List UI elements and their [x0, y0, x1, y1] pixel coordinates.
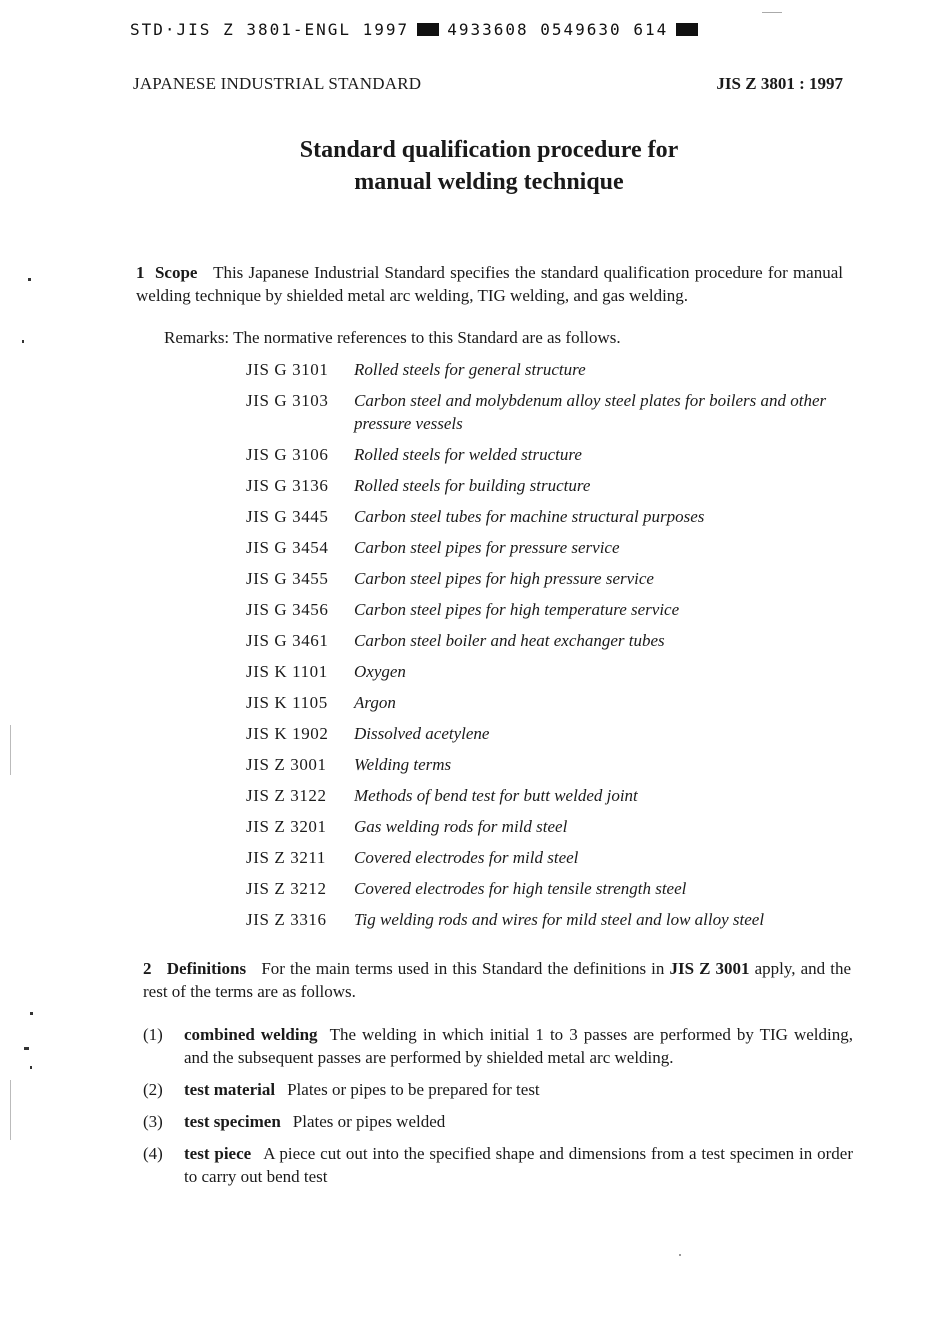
- definitions-number: 2: [143, 959, 152, 978]
- reference-title: Rolled steels for welded structure: [354, 445, 582, 464]
- reference-row: [246, 660, 856, 683]
- definition-text: The welding in which initial 1 to 3 passes are performed by TIG welding, and the subsequent passes are performed by shielded metal arc welding.: [184, 1025, 853, 1067]
- scope-section: [136, 261, 843, 307]
- reference-code: JIS G 3106: [246, 445, 329, 464]
- reference-title: Oxygen: [354, 662, 406, 681]
- scan-speck: [24, 1047, 29, 1050]
- reference-row: [246, 389, 856, 435]
- reference-title: Covered electrodes for high tensile strength steel: [354, 879, 687, 898]
- header-standard-number: JIS Z 3801 : 1997: [716, 74, 843, 93]
- title-line-1: Standard qualification procedure for: [299, 137, 679, 163]
- definition-body: [184, 1142, 853, 1188]
- reference-title: Rolled steels for building structure: [354, 476, 591, 495]
- reference-title: Carbon steel pipes for high pressure service: [354, 569, 654, 588]
- reference-title: Carbon steel pipes for high temperature service: [354, 600, 680, 619]
- reference-title: Carbon steel tubes for machine structural purposes: [354, 507, 705, 526]
- scan-speck: [30, 1066, 32, 1069]
- reference-code: JIS Z 3122: [246, 786, 327, 805]
- definition-term: test material: [184, 1080, 276, 1099]
- reference-row: [246, 536, 856, 559]
- definitions-list: [143, 1023, 853, 1197]
- definition-item: [143, 1142, 853, 1188]
- definition-term: test specimen: [184, 1112, 281, 1131]
- definitions-heading: Definitions: [166, 959, 247, 978]
- reference-title: Carbon steel boiler and heat exchanger tubes: [354, 631, 665, 650]
- reference-row: [246, 846, 856, 869]
- reference-title: Methods of bend test for butt welded joint: [354, 786, 638, 805]
- scan-speck: [28, 278, 31, 281]
- scan-margin-line: [10, 1080, 11, 1140]
- reference-row: [246, 753, 856, 776]
- scan-speck: [679, 1254, 681, 1256]
- page-title: [0, 134, 950, 198]
- definition-body: [184, 1110, 853, 1133]
- reference-code: JIS K 1902: [246, 724, 329, 743]
- normative-references-list: [246, 358, 856, 939]
- reference-code: JIS G 3101: [246, 360, 329, 379]
- reference-code: JIS G 3455: [246, 569, 329, 588]
- reference-title: Argon: [354, 693, 396, 712]
- reference-code: JIS Z 3316: [246, 910, 327, 929]
- scope-number: 1: [136, 263, 145, 282]
- stamp-block-mark: [417, 23, 439, 36]
- reference-row: [246, 722, 856, 745]
- scan-margin-line: [10, 725, 11, 775]
- scan-speck: [22, 340, 24, 343]
- reference-title: Rolled steels for general structure: [354, 360, 586, 379]
- reference-row: [246, 691, 856, 714]
- reference-code: JIS K 1101: [246, 662, 328, 681]
- title-line-2: manual welding technique: [354, 169, 624, 195]
- definition-body: [184, 1023, 853, 1069]
- document-stamp: [130, 20, 706, 39]
- scope-heading: Scope: [154, 263, 198, 282]
- reference-row: [246, 358, 856, 381]
- stamp-number: 4933608 0549630 614: [447, 20, 669, 39]
- definition-text: Plates or pipes welded: [292, 1112, 446, 1131]
- reference-title: Gas welding rods for mild steel: [354, 817, 568, 836]
- reference-code: JIS G 3136: [246, 476, 329, 495]
- reference-row: [246, 908, 856, 931]
- definition-item: [143, 1078, 853, 1101]
- reference-code: JIS Z 3001: [246, 755, 327, 774]
- definition-number: (4): [143, 1144, 163, 1163]
- reference-title: Carbon steel pipes for pressure service: [354, 538, 620, 557]
- reference-code: JIS Z 3212: [246, 879, 327, 898]
- reference-code: JIS G 3454: [246, 538, 329, 557]
- reference-title: Carbon steel and molybdenum alloy steel plates for boilers and other pressure vessels: [354, 391, 827, 433]
- header-standard-label: JAPANESE INDUSTRIAL STANDARD: [133, 74, 422, 93]
- definitions-section: [143, 957, 851, 1003]
- stamp-code: STD·JIS Z 3801-ENGL 1997: [130, 20, 410, 39]
- definitions-reference: JIS Z 3001: [669, 959, 750, 978]
- scope-text: This Japanese Industrial Standard specifies the standard qualification procedure for manual welding technique by shielded metal arc welding, TIG welding, and gas welding.: [136, 263, 843, 305]
- remarks-text: The normative references to this Standard are as follows.: [233, 328, 621, 347]
- definition-number: (1): [143, 1025, 163, 1044]
- definition-number: (2): [143, 1080, 163, 1099]
- reference-code: JIS G 3461: [246, 631, 329, 650]
- remarks: [164, 328, 621, 348]
- reference-row: [246, 474, 856, 497]
- reference-title: Covered electrodes for mild steel: [354, 848, 579, 867]
- reference-row: [246, 443, 856, 466]
- definition-text: Plates or pipes to be prepared for test: [287, 1080, 540, 1099]
- definitions-text-before: For the main terms used in this Standard the definitions in: [261, 959, 665, 978]
- scan-speck: [30, 1012, 33, 1015]
- scan-top-line: [762, 12, 782, 13]
- reference-code: JIS G 3456: [246, 600, 329, 619]
- reference-row: [246, 784, 856, 807]
- definition-body: [184, 1078, 853, 1101]
- definitions-text-after: apply, and the rest of the terms are as follows.: [143, 959, 852, 1001]
- reference-row: [246, 629, 856, 652]
- reference-row: [246, 815, 856, 838]
- reference-title: Welding terms: [354, 755, 452, 774]
- reference-code: JIS G 3445: [246, 507, 329, 526]
- stamp-block-mark-end: [676, 23, 698, 36]
- definition-term: test piece: [184, 1144, 252, 1163]
- reference-code: JIS K 1105: [246, 693, 328, 712]
- definition-item: [143, 1110, 853, 1133]
- definition-item: [143, 1023, 853, 1069]
- definition-term: combined welding: [184, 1025, 318, 1044]
- remarks-label: Remarks:: [164, 328, 230, 347]
- reference-row: [246, 567, 856, 590]
- reference-code: JIS G 3103: [246, 391, 329, 410]
- reference-title: Dissolved acetylene: [354, 724, 490, 743]
- definition-text: A piece cut out into the specified shape and dimensions from a test specimen in order to carry out bend test: [184, 1144, 853, 1186]
- reference-title: Tig welding rods and wires for mild steel and low alloy steel: [354, 910, 765, 929]
- reference-row: [246, 505, 856, 528]
- reference-code: JIS Z 3211: [246, 848, 326, 867]
- reference-row: [246, 598, 856, 621]
- reference-code: JIS Z 3201: [246, 817, 327, 836]
- reference-row: [246, 877, 856, 900]
- definition-number: (3): [143, 1112, 163, 1131]
